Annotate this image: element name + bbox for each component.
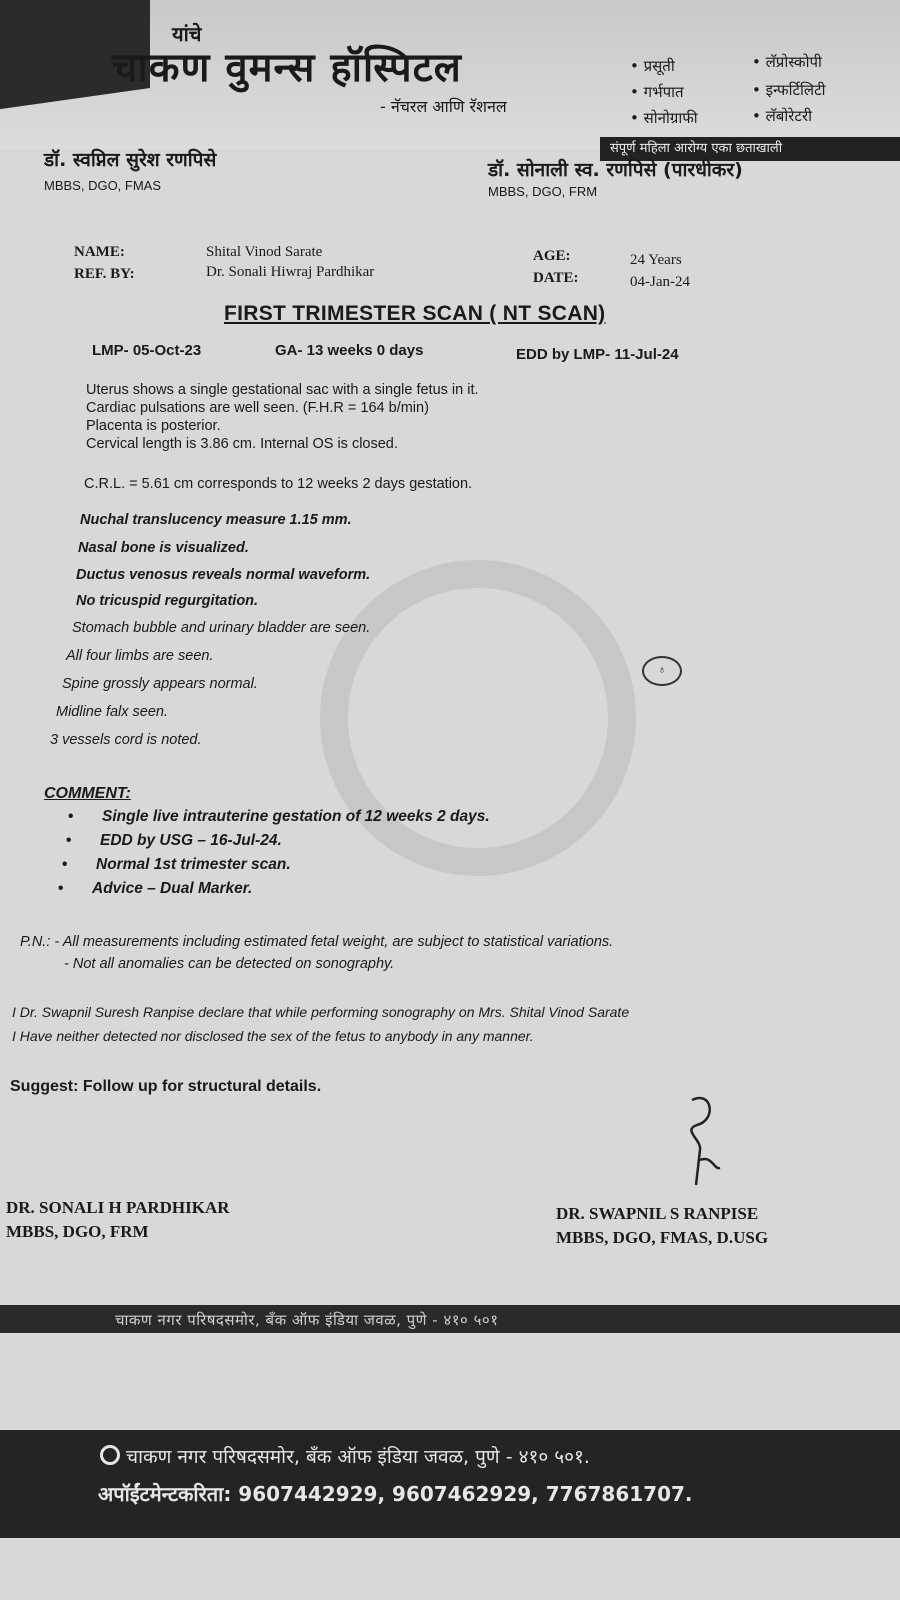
- signatory-left-qual: MBBS, DGO, FRM: [6, 1222, 149, 1241]
- doctor-right-name: डॉ. सोनाली स्व. रणपिसे (पारधीकर): [488, 159, 743, 181]
- signatory-right-qual: MBBS, DGO, FMAS, D.USG: [556, 1228, 769, 1247]
- doctor-left-qual: MBBS, DGO, FMAS: [44, 178, 162, 193]
- comment-item: • EDD by USG – 16-Jul-24.: [100, 832, 282, 850]
- finding-line: Cardiac pulsations are well seen. (F.H.R = 164 b/min): [86, 400, 429, 416]
- service-item: • सोनोग्राफी: [630, 109, 698, 127]
- declaration-line: I Have neither detected nor disclosed the sex of the fetus to anybody in any manner.: [12, 1028, 534, 1044]
- patient-age: 24 Years: [630, 252, 682, 268]
- services-banner: संपूर्ण महिला आरोग्य एका छताखाली: [600, 137, 900, 161]
- service-item: • इन्फर्टिलिटी: [752, 81, 826, 99]
- signatory-left-name: DR. SONALI H PARDHIKAR: [6, 1198, 230, 1217]
- location-pin-icon: [100, 1445, 120, 1465]
- hospital-name: चाकण वुमन्स हॉस्पिटल: [112, 45, 462, 91]
- doctor-left-name: डॉ. स्वप्निल सुरेश रणपिसे: [44, 149, 217, 171]
- date-label: DATE:: [533, 270, 579, 286]
- signatory-right-name: DR. SWAPNIL S RANPISE: [556, 1204, 759, 1223]
- finding-line: Midline falx seen.: [56, 704, 169, 720]
- name-label: NAME:: [74, 244, 125, 260]
- finding-line: Ductus venosus reveals normal waveform.: [76, 567, 371, 583]
- finding-line: Nasal bone is visualized.: [78, 540, 249, 556]
- footer-appointment: अपॉईंटमेन्टकरिता: 9607442929, 9607462929, 7767861707.: [98, 1482, 693, 1506]
- edd-lmp: EDD by LMP- 11-Jul-24: [516, 346, 679, 363]
- suggestion: Suggest: Follow up for structural details.: [10, 1078, 322, 1095]
- initials-stamp-icon: ♁: [642, 656, 682, 686]
- hospital-tagline: - नॅचरल आणि रॅशनल: [380, 97, 507, 116]
- comment-item: • Normal 1st trimester scan.: [96, 856, 291, 874]
- gestational-age: GA- 13 weeks 0 days: [275, 342, 424, 359]
- finding-line: Stomach bubble and urinary bladder are seen.: [72, 620, 371, 636]
- patient-name: Shital Vinod Sarate: [206, 244, 323, 260]
- crl-line: C.R.L. = 5.61 cm corresponds to 12 weeks 2 days gestation.: [84, 476, 473, 492]
- finding-line: Uterus shows a single gestational sac with a single fetus in it.: [86, 382, 479, 398]
- finding-line: Nuchal translucency measure 1.15 mm.: [80, 512, 352, 528]
- footer-faded-address: चाकण नगर परिषदसमोर, बँक ऑफ इंडिया जवळ, पुणे - ४१० ५०१: [115, 1311, 499, 1329]
- finding-line: No tricuspid regurgitation.: [76, 593, 259, 609]
- finding-line: Cervical length is 3.86 cm. Internal OS is closed.: [86, 436, 398, 452]
- report-title: FIRST TRIMESTER SCAN ( NT SCAN): [224, 302, 606, 325]
- ref-label: REF. BY:: [74, 266, 135, 282]
- report-date: 04-Jan-24: [630, 274, 690, 290]
- finding-line: All four limbs are seen.: [66, 648, 214, 664]
- note-line: P.N.: - All measurements including estimated fetal weight, are subject to statistical variations.: [20, 934, 614, 950]
- comment-item: • Advice – Dual Marker.: [92, 880, 252, 898]
- finding-line: Spine grossly appears normal.: [62, 676, 258, 692]
- hospital-prefix: यांचे: [172, 22, 202, 46]
- service-item: • लॅप्रोस्कोपी: [752, 53, 822, 71]
- footer-address: चाकण नगर परिषदसमोर, बँक ऑफ इंडिया जवळ, पुणे - ४१० ५०१.: [100, 1443, 590, 1469]
- note-line: - Not all anomalies can be detected on sonography.: [64, 956, 395, 972]
- finding-line: Placenta is posterior.: [86, 418, 221, 434]
- finding-line: 3 vessels cord is noted.: [50, 732, 202, 748]
- ref-doctor: Dr. Sonali Hiwraj Pardhikar: [206, 264, 375, 280]
- service-item: • गर्भपात: [630, 83, 684, 101]
- service-item: • प्रसूती: [630, 57, 675, 75]
- declaration-line: I Dr. Swapnil Suresh Ranpise declare that while performing sonography on Mrs. Shital Vinod Sarate: [12, 1004, 630, 1020]
- service-item: • लॅबोरेटरी: [752, 107, 812, 125]
- doctor-right-qual: MBBS, DGO, FRM: [488, 184, 598, 199]
- comment-heading: COMMENT:: [44, 785, 131, 802]
- age-label: AGE:: [533, 248, 571, 264]
- comment-item: • Single live intrauterine gestation of 12 weeks 2 days.: [102, 808, 490, 826]
- lmp: LMP- 05-Oct-23: [92, 342, 202, 359]
- watermark-logo: [320, 560, 636, 876]
- signature-icon: [672, 1090, 732, 1190]
